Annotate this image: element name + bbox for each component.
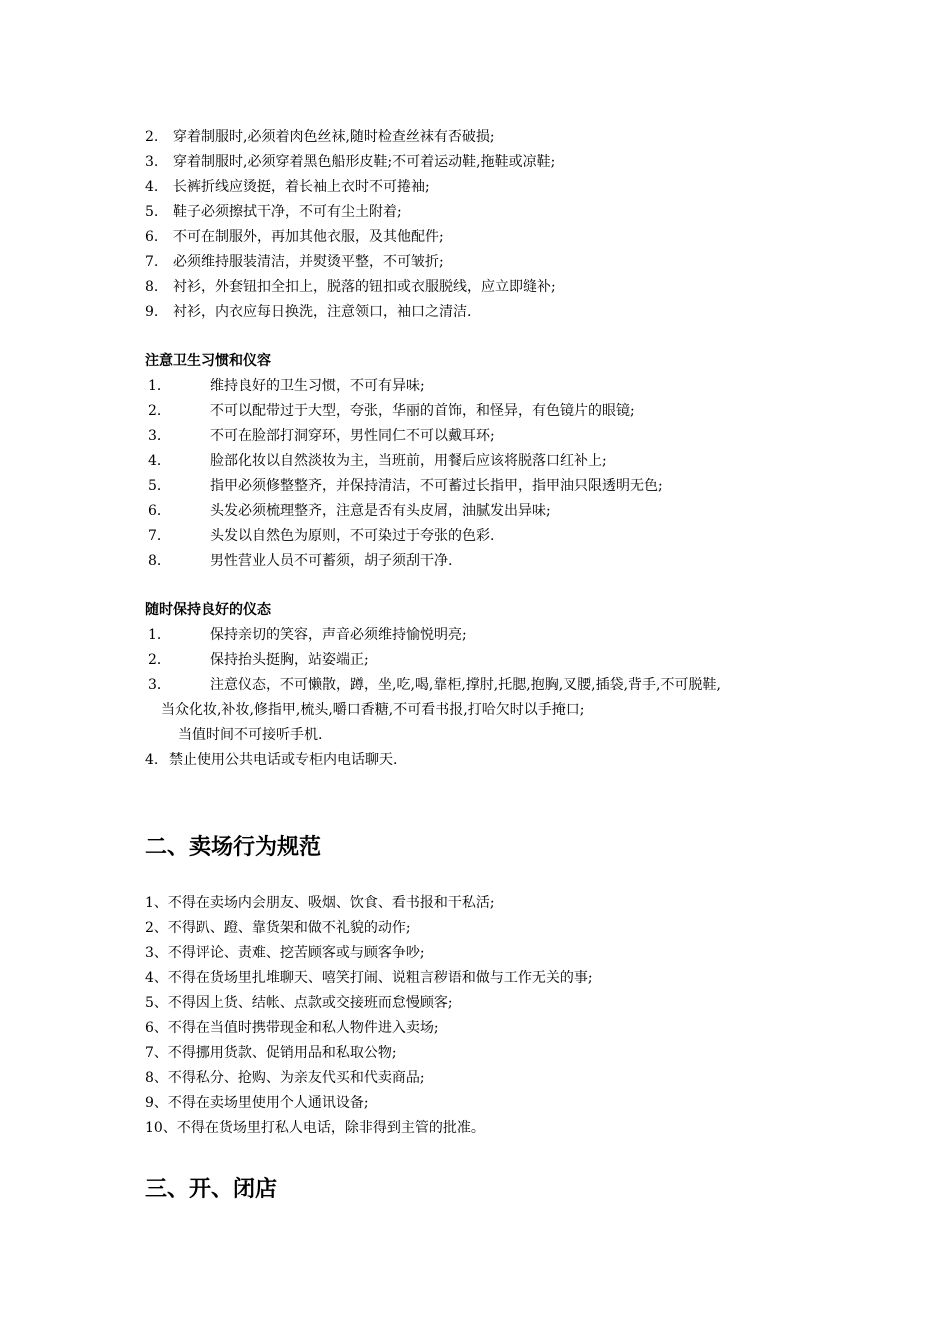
manner-continuation: 当众化妆,补妆,修指甲,梳头,嚼口香糖,不可看书报,打哈欠时以手掩口; bbox=[161, 702, 585, 718]
rule-list-item: 7、不得挪用货款、促销用品和私取公物; bbox=[145, 1045, 397, 1061]
hygiene-list-item: 7． 头发以自然色为原则，不可染过于夸张的色彩. bbox=[148, 528, 495, 544]
hygiene-list-item: 6． 头发必须梳理整齐，注意是否有头皮屑，油腻发出异味; bbox=[148, 503, 551, 519]
manner-list-item: 3． 注意仪态，不可懒散，蹲，坐,吃,喝,靠柜,撑肘,托腮,抱胸,叉腰,插袋,背手,不可脱鞋, bbox=[148, 677, 721, 693]
rule-list-item: 4、不得在货场里扎堆聊天、嘻笑打闹、说粗言秽语和做与工作无关的事; bbox=[145, 970, 593, 986]
dress-list-item: 8. 衬衫，外套钮扣全扣上，脱落的钮扣或衣服脱线，应立即缝补; bbox=[145, 279, 556, 295]
dress-list-item: 6. 不可在制服外，再加其他衣服，及其他配件; bbox=[145, 229, 444, 245]
dress-list-item: 4. 长裤折线应烫挺，着长袖上衣时不可捲袖; bbox=[145, 179, 430, 195]
dress-list-item: 7. 必须维持服装清洁，并熨烫平整，不可皱折; bbox=[145, 254, 444, 270]
manner-list-item: 1． 保持亲切的笑容，声音必须维持愉悦明亮; bbox=[148, 627, 467, 643]
dress-list-item: 9. 衬衫，内衣应每日换洗，注意领口，袖口之清洁. bbox=[145, 304, 472, 320]
hygiene-list-item: 2． 不可以配带过于大型，夸张，华丽的首饰，和怪异，有色镜片的眼镜; bbox=[148, 403, 635, 419]
rule-list-item: 9、不得在卖场里使用个人通讯设备; bbox=[145, 1095, 369, 1111]
hygiene-list-item: 3． 不可在脸部打洞穿环，男性同仁不可以戴耳环; bbox=[148, 428, 495, 444]
section-heading: 三、开、闭店 bbox=[145, 1177, 278, 1202]
manner-heading: 随时保持良好的仪态 bbox=[145, 602, 271, 618]
manner-list-item: 2． 保持抬头挺胸，站姿端正; bbox=[148, 652, 369, 668]
manner-list-item: 4. 禁止使用公共电话或专柜内电话聊天. bbox=[145, 752, 398, 768]
rule-list-item: 2、不得趴、蹬、靠货架和做不礼貌的动作; bbox=[145, 920, 411, 936]
hygiene-list-item: 8． 男性营业人员不可蓄须，胡子须刮干净. bbox=[148, 553, 453, 569]
dress-list-item: 5. 鞋子必须擦拭干净，不可有尘土附着; bbox=[145, 204, 402, 220]
rule-list-item: 6、不得在当值时携带现金和私人物件进入卖场; bbox=[145, 1020, 439, 1036]
dress-list-item: 2. 穿着制服时,必须着肉色丝袜,随时检查丝袜有否破损; bbox=[145, 129, 495, 145]
hygiene-list-item: 4． 脸部化妆以自然淡妆为主，当班前，用餐后应该将脱落口红补上; bbox=[148, 453, 607, 469]
rule-list-item: 5、不得因上货、结帐、点款或交接班而怠慢顾客; bbox=[145, 995, 453, 1011]
hygiene-list-item: 5． 指甲必须修整整齐，并保持清洁，不可蓄过长指甲，指甲油只限透明无色; bbox=[148, 478, 663, 494]
hygiene-list-item: 1． 维持良好的卫生习惯，不可有异味; bbox=[148, 378, 425, 394]
rule-list-item: 1、不得在卖场内会朋友、吸烟、饮食、看书报和干私活; bbox=[145, 895, 495, 911]
hygiene-heading: 注意卫生习惯和仪容 bbox=[145, 353, 271, 369]
rule-list-item: 10、不得在货场里打私人电话，除非得到主管的批准。 bbox=[145, 1120, 485, 1136]
section-heading: 二、卖场行为规范 bbox=[145, 835, 322, 860]
dress-list-item: 3. 穿着制服时,必须穿着黑色船形皮鞋;不可着运动鞋,拖鞋或凉鞋; bbox=[145, 154, 556, 170]
rule-list-item: 8、不得私分、抢购、为亲友代买和代卖商品; bbox=[145, 1070, 425, 1086]
manner-continuation: 当值时间不可接听手机. bbox=[178, 727, 323, 743]
rule-list-item: 3、不得评论、责难、挖苦顾客或与顾客争吵; bbox=[145, 945, 425, 961]
